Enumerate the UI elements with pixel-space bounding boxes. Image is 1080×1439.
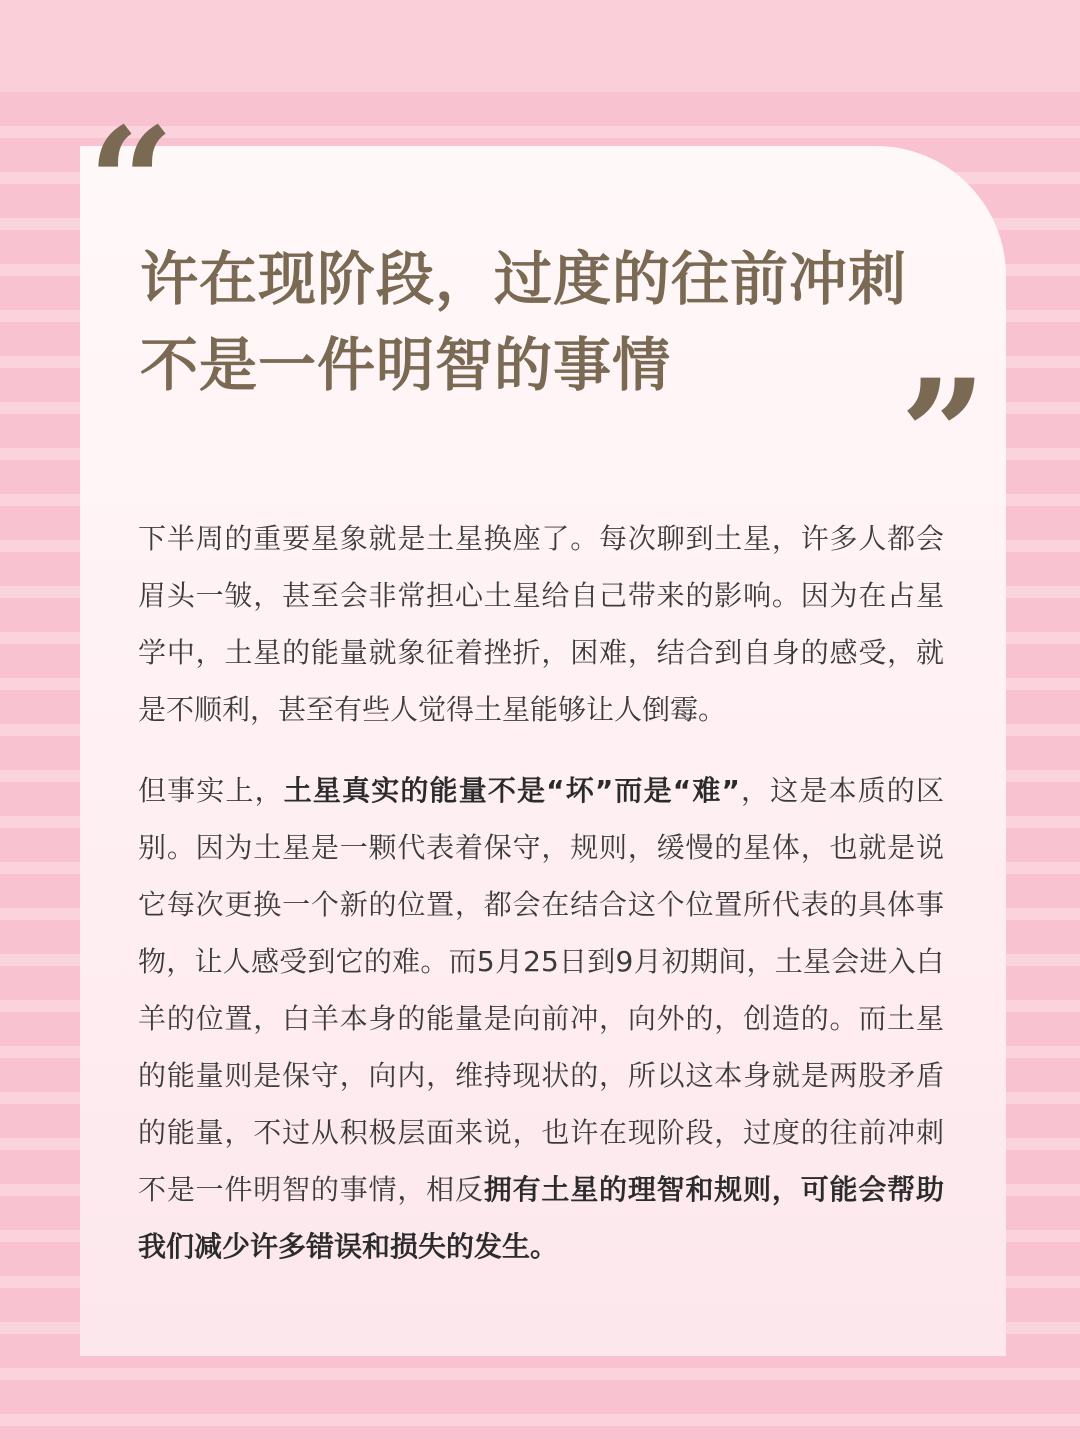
title-line-2: 不是一件明智的事情 xyxy=(140,331,672,399)
paragraph-2-body: ，这是本质的区别。因为土星是一颗代表着保守，规则，缓慢的星体，也就是说它每次更换一个新的位置，都会在结合这个位置所代表的具体事物，让人感受到它的难。而5月25日到9月初期间，土星会进入白羊的位置，白羊本身的能量是向前冲，向外的，创造的。而土星的能量则是保守，向内，维持现状的，所以这本身就是两股矛盾的能量，不过从积极层面来说，也许在现阶段，过度的往前冲刺不是一件明智的事情，相反 xyxy=(138,774,944,1206)
paragraph-2 xyxy=(138,762,944,1275)
title-line-1: 许在现阶段，过度的往前冲刺 xyxy=(140,245,908,313)
close-quote-icon: ” xyxy=(900,347,975,523)
top-band xyxy=(0,0,1080,92)
paragraph-2-highlight-1: 土星真实的能量不是“坏”而是“难” xyxy=(283,774,740,807)
page-title xyxy=(140,236,960,408)
paragraph-2-intro: 但事实上， xyxy=(138,774,284,807)
paragraph-1: 下半周的重要星象就是土星换座了。每次聊到土星，许多人都会眉头一皱，甚至会非常担心土星给自己带来的影响。因为在占星学中，土星的能量就象征着挫折，困难，结合到自身的感受，就是不顺利，甚至有些人觉得土星能够让人倒霉。 xyxy=(138,522,944,726)
paragraph-2-highlight-2: 拥有土星的理智和规则，可能会帮助我们减少许多错误和损失的发生。 xyxy=(138,1173,944,1263)
open-quote-icon: “ xyxy=(88,95,163,271)
